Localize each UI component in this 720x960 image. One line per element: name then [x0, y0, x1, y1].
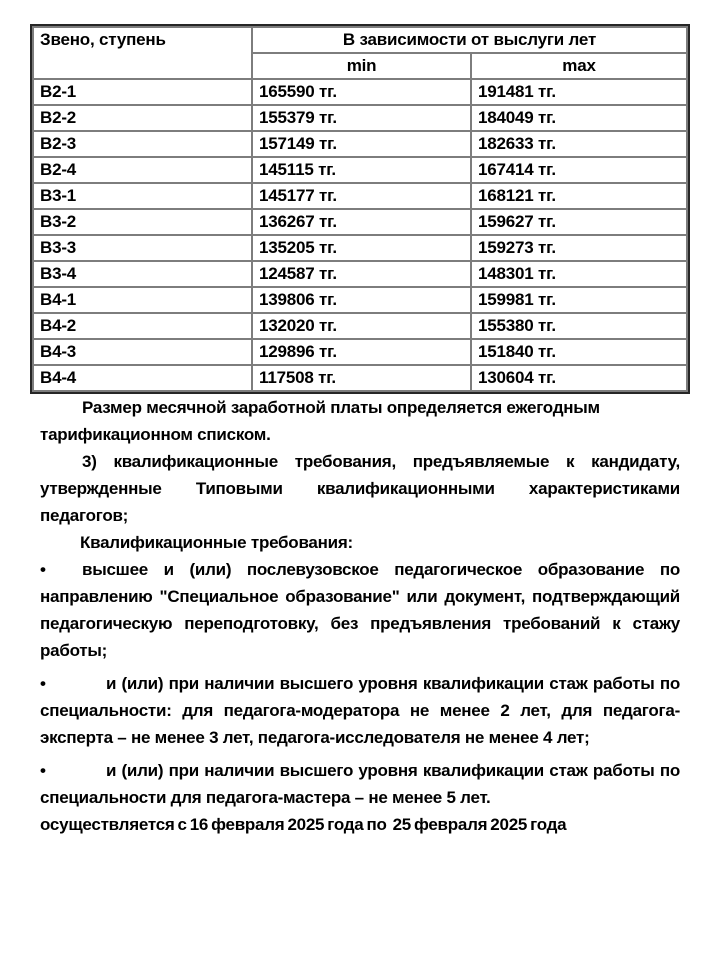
grade-cell: В3-4 [33, 261, 252, 287]
table-row [33, 261, 687, 287]
max-cell: 159981 тг. [471, 287, 687, 313]
paragraph-salary-determination: Размер месячной заработной платы определяется ежегодным тарификационном списком. [40, 398, 600, 444]
grade-cell: В4-2 [33, 313, 252, 339]
max-cell: 168121 тг. [471, 183, 687, 209]
grade-column-header: Звено, ступень [33, 27, 252, 79]
bullet-text: высшее и (или) послевузовское педагогическое образование по направлению "Специальное образование" или документ, подтверждающий педагогическую переподготовку, без предъявления требований к стажу работы; [40, 560, 680, 660]
bullet-text: и (или) при наличии высшего уровня квалификации стаж работы по специальности для педагога-мастера – не менее 5 лет. [40, 761, 680, 807]
salary-table [32, 26, 688, 392]
table-row [33, 313, 687, 339]
grade-cell: В3-2 [33, 209, 252, 235]
table-row [33, 365, 687, 391]
min-cell: 157149 тг. [252, 131, 471, 157]
bullet-item-master-experience [40, 757, 680, 811]
bullet-item-education [40, 556, 680, 664]
min-column-header: min [252, 53, 471, 79]
min-cell: 145115 тг. [252, 157, 471, 183]
table-header-row-1 [33, 27, 687, 53]
max-cell: 148301 тг. [471, 261, 687, 287]
bullet-item-experience-levels [40, 670, 680, 751]
application-period-line: осуществляется с 16 февраля 2025 года по 25 февраля 2025 года [40, 815, 567, 834]
table-row [33, 339, 687, 365]
table-row [33, 183, 687, 209]
paragraph-qualification-clause: 3) квалификационные требования, предъявляемые к кандидату, утвержденные Типовыми квалификационными характеристиками педагогов; [40, 452, 680, 525]
max-cell: 155380 тг. [471, 313, 687, 339]
table-row [33, 157, 687, 183]
min-cell: 124587 тг. [252, 261, 471, 287]
table-row [33, 235, 687, 261]
grade-cell: В4-3 [33, 339, 252, 365]
bullet-icon: • [40, 560, 46, 579]
max-cell: 151840 тг. [471, 339, 687, 365]
max-cell: 184049 тг. [471, 105, 687, 131]
max-cell: 159273 тг. [471, 235, 687, 261]
min-cell: 165590 тг. [252, 79, 471, 105]
max-cell: 130604 тг. [471, 365, 687, 391]
grade-cell: В2-3 [33, 131, 252, 157]
bullet-text: и (или) при наличии высшего уровня квалификации стаж работы по специальности: для педагога-модератора не менее 2 лет, для педагога-эксперта – не менее 3 лет, педагога-исследователя не менее 4 лет; [40, 674, 680, 747]
table-row [33, 287, 687, 313]
max-column-header: max [471, 53, 687, 79]
max-cell: 182633 тг. [471, 131, 687, 157]
min-cell: 136267 тг. [252, 209, 471, 235]
min-cell: 129896 тг. [252, 339, 471, 365]
table-row [33, 209, 687, 235]
grade-cell: В2-1 [33, 79, 252, 105]
min-cell: 155379 тг. [252, 105, 471, 131]
grade-cell: В3-1 [33, 183, 252, 209]
salary-table-wrapper [30, 24, 690, 394]
min-cell: 132020 тг. [252, 313, 471, 339]
min-cell: 135205 тг. [252, 235, 471, 261]
grade-cell: В3-3 [33, 235, 252, 261]
table-row [33, 131, 687, 157]
grade-cell: В4-4 [33, 365, 252, 391]
min-cell: 145177 тг. [252, 183, 471, 209]
min-cell: 139806 тг. [252, 287, 471, 313]
min-cell: 117508 тг. [252, 365, 471, 391]
max-cell: 191481 тг. [471, 79, 687, 105]
qualification-requirements-heading: Квалификационные требования: [80, 533, 353, 552]
bullet-icon: • [40, 761, 46, 780]
grade-cell: В2-4 [33, 157, 252, 183]
grade-cell: В4-1 [33, 287, 252, 313]
max-cell: 159627 тг. [471, 209, 687, 235]
max-cell: 167414 тг. [471, 157, 687, 183]
document-body [40, 394, 680, 838]
bullet-icon: • [40, 674, 46, 693]
experience-span-header: В зависимости от выслуги лет [252, 27, 687, 53]
table-row [33, 105, 687, 131]
grade-cell: В2-2 [33, 105, 252, 131]
table-row [33, 79, 687, 105]
